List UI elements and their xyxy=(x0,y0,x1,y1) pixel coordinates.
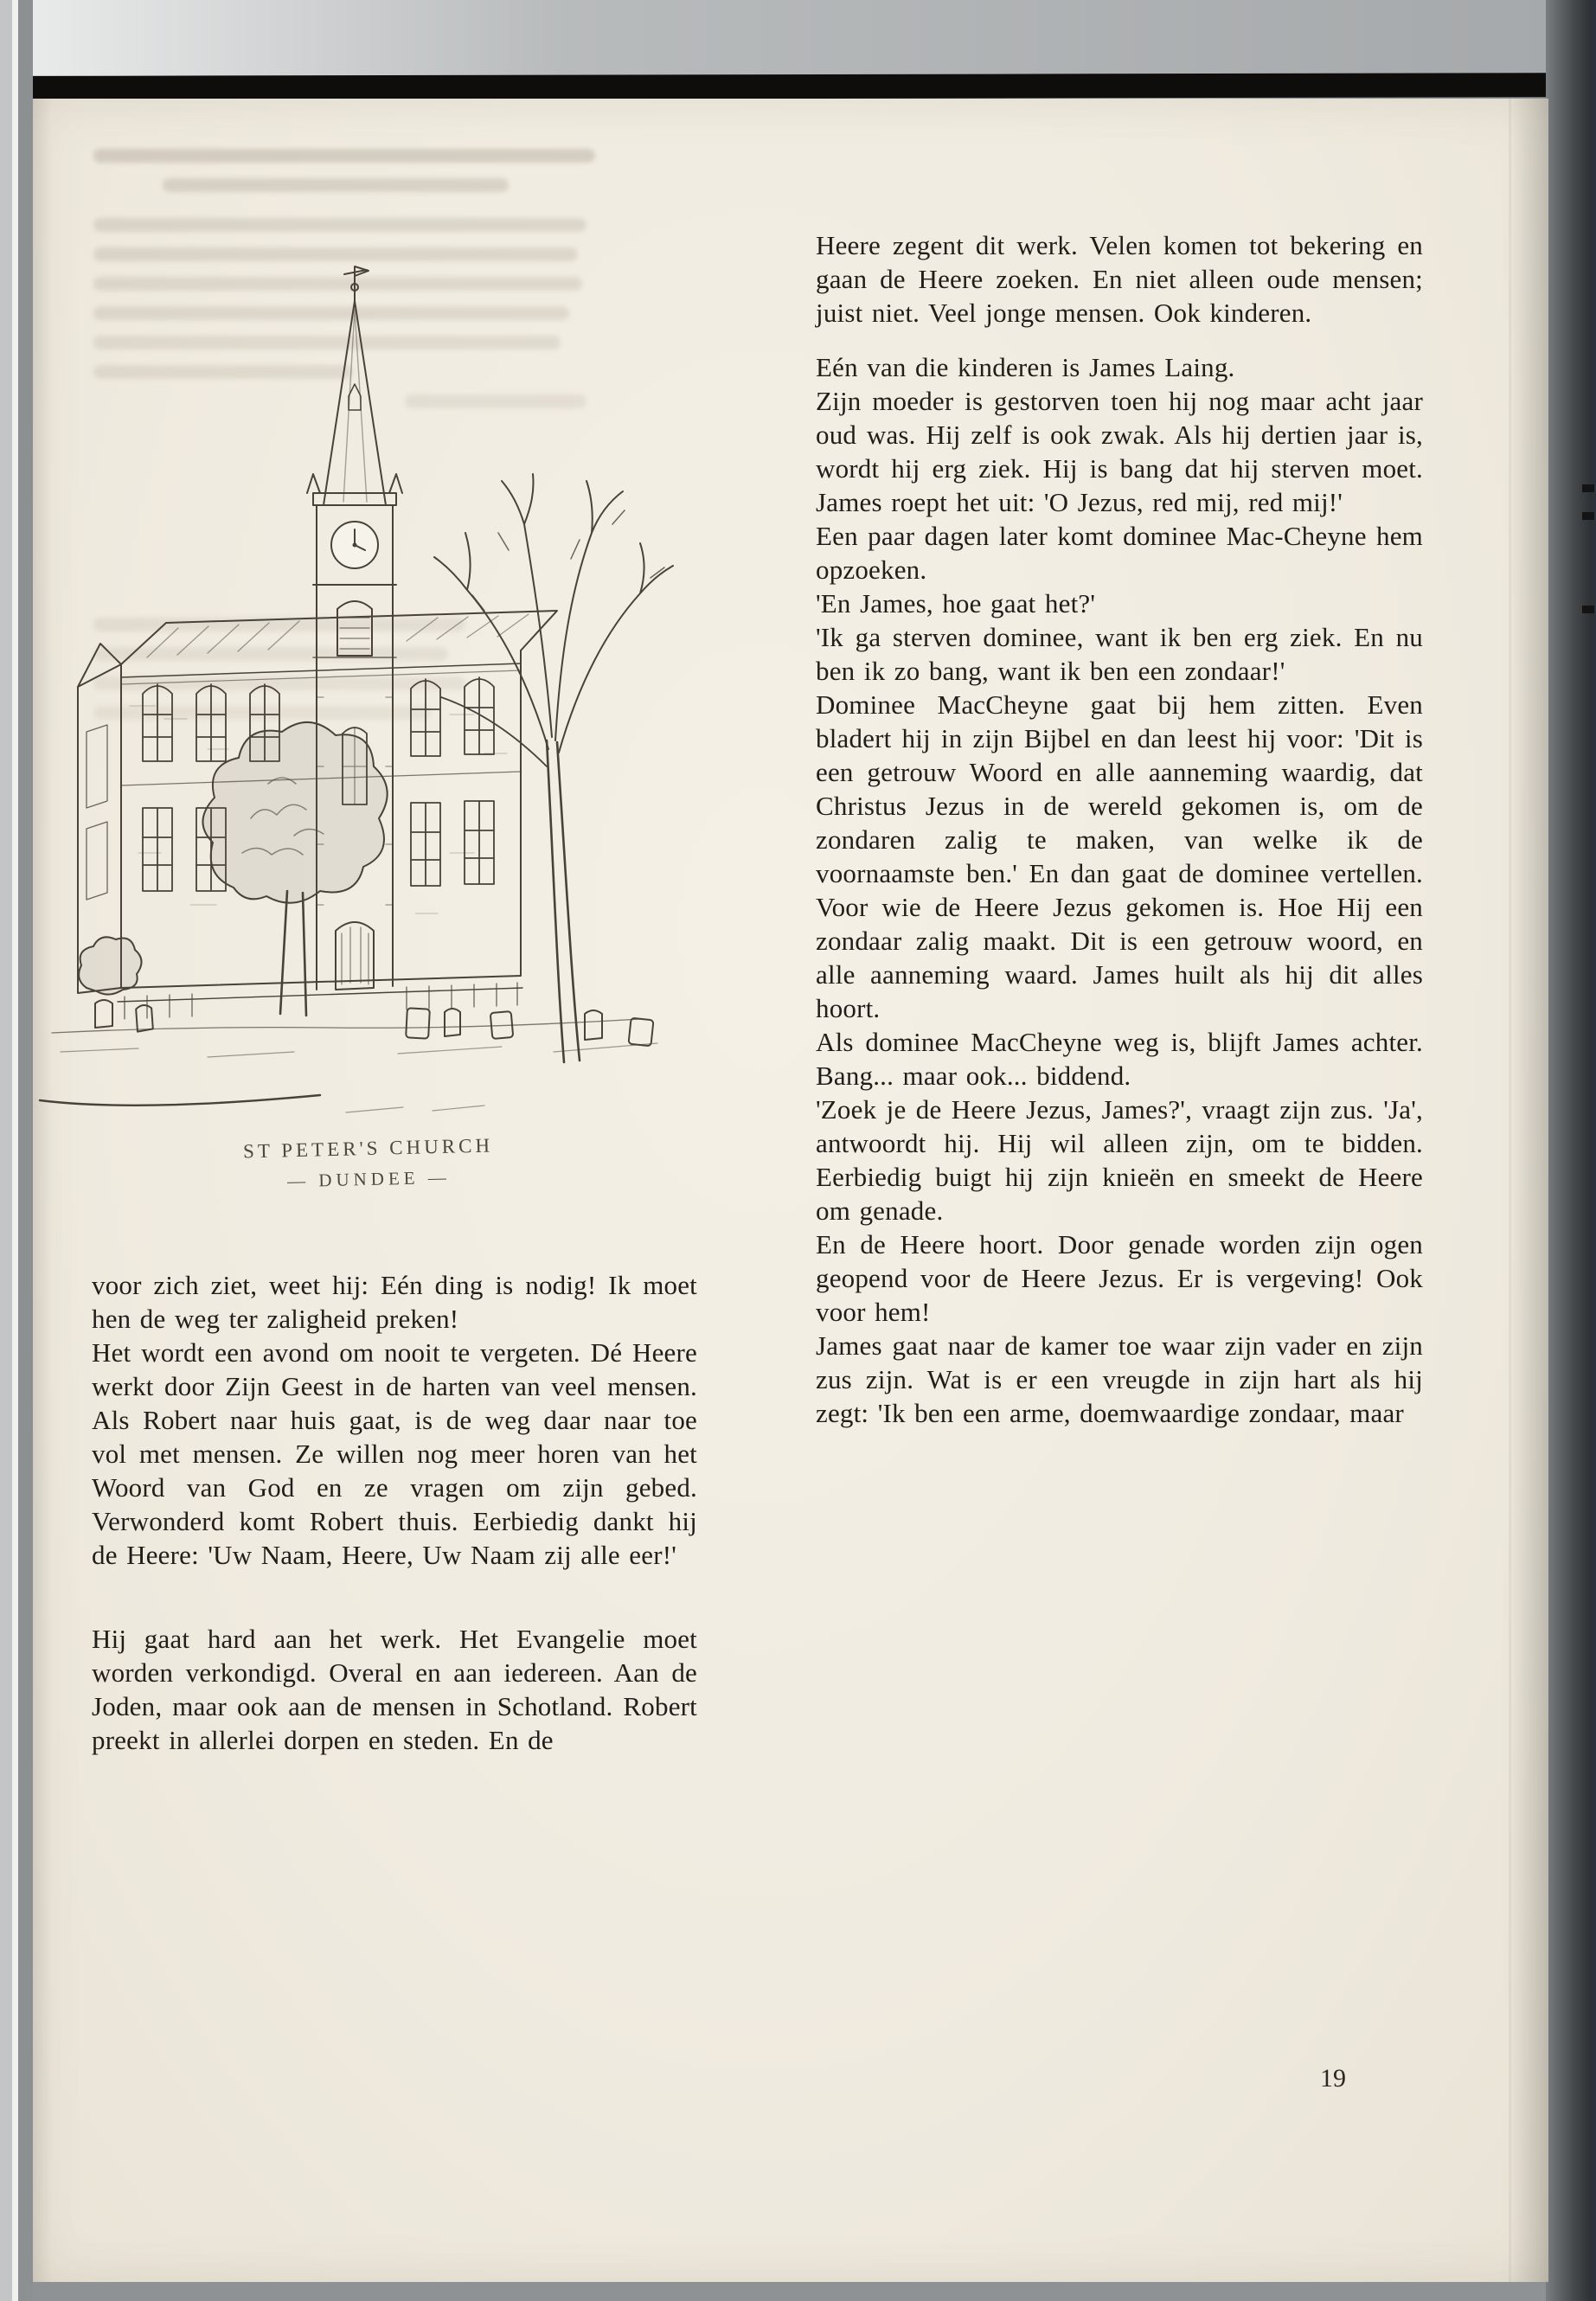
paragraph: voor zich ziet, weet hij: Eén ding is nodig! Ik moet hen de weg ter zaligheid preken! xyxy=(92,1270,697,1334)
page-top-shadow-band xyxy=(22,73,1596,100)
paragraph: 'Ik ga sterven dominee, want ik ben erg ziek. En nu ben ik zo bang, want ik ben een zondaar!' xyxy=(816,622,1423,686)
paragraph: En de Heere hoort. Door genade worden zijn ogen geopend voor de Heere Jezus. Er is vergeving! Ook voor hem! xyxy=(816,1229,1423,1327)
caption-city-name: — DUNDEE — xyxy=(286,1166,452,1192)
edge-mark xyxy=(1582,484,1594,492)
left-text-column xyxy=(92,1268,697,1757)
scan-top-margin xyxy=(0,0,1596,76)
bleedthrough-text xyxy=(163,178,509,192)
paragraph: Eén van die kinderen is James Laing. xyxy=(816,352,1235,382)
page-number: 19 xyxy=(1320,2064,1346,2093)
paragraph: Zijn moeder is gestorven toen hij nog maar acht jaar oud was. Hij zelf is ook zwak. Als hij dertien jaar is, wordt hij erg ziek. Hij is bang dat hij sterven moet. James roept het uit: 'O Jezus, red mij, red mij!' xyxy=(816,386,1423,517)
edge-mark xyxy=(1582,606,1594,613)
book-page xyxy=(33,99,1548,2282)
scan-left-margin xyxy=(0,0,12,2301)
scan-left-gutter xyxy=(18,0,33,2301)
caption-church-name: ST PETER'S CHURCH xyxy=(242,1134,494,1163)
edge-mark xyxy=(1582,512,1594,520)
bleedthrough-text xyxy=(93,149,595,163)
bleedthrough-text xyxy=(93,218,586,232)
paragraph: Het wordt een avond om nooit te vergeten. Dé Heere werkt door Zijn Geest in de harten van veel mensen. Als Robert naar huis gaat, is de weg daar naar toe vol met mensen. Ze willen nog meer horen van het Woord van God en ze vragen om zijn gebed. Verwonderd komt Robert thuis. Eerbiedig dankt hij de Heere: 'Uw Naam, Heere, Uw Naam zij alle eer!' xyxy=(92,1337,697,1570)
paragraph: Als dominee MacCheyne weg is, blijft James achter. Bang... maar ook... biddend. xyxy=(816,1027,1423,1091)
right-text-column xyxy=(816,228,1423,1430)
paragraph: 'En James, hoe gaat het?' xyxy=(816,588,1096,619)
scan-right-spine-shadow xyxy=(1546,0,1596,2301)
paragraph: Heere zegent dit werk. Velen komen tot bekering en gaan de Heere zoeken. En niet alleen oude mensen; juist niet. Veel jonge mensen. Ook kinderen. xyxy=(816,230,1423,328)
illustration-caption xyxy=(143,1128,594,1200)
page-crease xyxy=(1509,99,1511,2282)
paragraph: Dominee MacCheyne gaat bij hem zitten. Even bladert hij in zijn Bijbel en dan leest hij voor: 'Dit is een getrouw Woord en alle aanneming waardig, dat Christus Jezus in de wereld gekomen is, om de zondaren zalig te maken, van welke ik de voornaamste ben.' En dan gaat de dominee vertellen. Voor wie de Heere Jezus gekomen is. Hoe Hij een zondaar zalig maakt. Dit is een getrouw woord, en alle aanneming waard. James huilt als hij dit alles hoort. xyxy=(816,689,1423,1023)
paragraph: Hij gaat hard aan het werk. Het Evangelie moet worden verkondigd. Overal en aan iedereen. Aan de Joden, maar ook aan de mensen in Schotland. Robert preekt in allerlei dorpen en steden. En de xyxy=(92,1624,697,1755)
paragraph: Een paar dagen later komt dominee Mac-Cheyne hem opzoeken. xyxy=(816,521,1423,585)
church-illustration xyxy=(35,247,692,1130)
paragraph: James gaat naar de kamer toe waar zijn vader en zijn zus zijn. Wat is er een vreugde in zijn hart als hij zegt: 'Ik ben een arme, doemwaardige zondaar, maar xyxy=(816,1330,1423,1428)
scan-left-highlight xyxy=(12,0,18,2301)
paragraph: 'Zoek je de Heere Jezus, James?', vraagt zijn zus. 'Ja', antwoordt hij. Hij wil alleen zijn, om te bidden. Eerbiedig buigt hij zijn knieën en smeekt de Heere om genade. xyxy=(816,1094,1423,1226)
